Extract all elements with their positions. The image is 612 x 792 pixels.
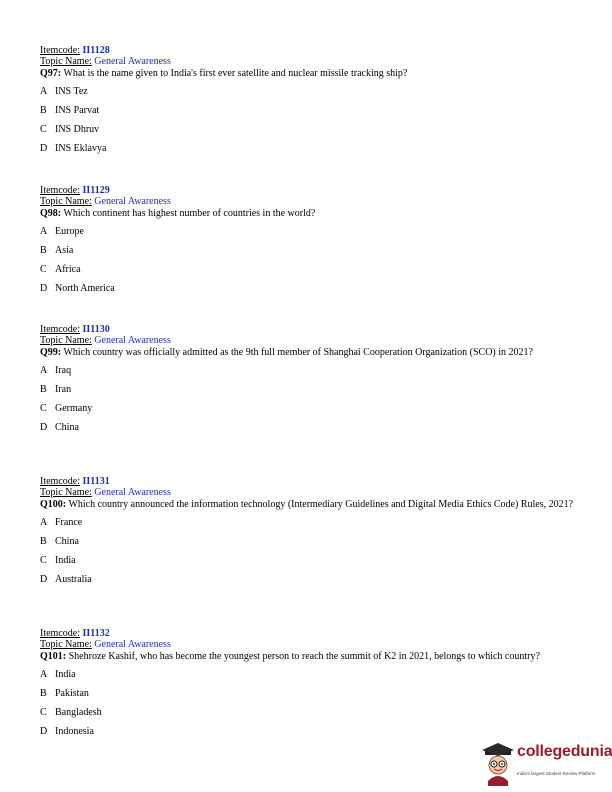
option-text: Iraq xyxy=(55,365,72,376)
logo-wordmark: collegedunia xyxy=(517,743,612,760)
option-text: India xyxy=(55,555,76,566)
itemcode-line xyxy=(40,324,585,335)
option-c[interactable] xyxy=(40,551,585,570)
topic-line xyxy=(40,639,585,650)
topic-value: General Awareness xyxy=(94,487,171,498)
options-list xyxy=(40,361,585,437)
topic-line xyxy=(40,56,585,67)
option-letter: D xyxy=(40,422,48,433)
question-number: Q99: xyxy=(40,347,62,358)
question-block-97 xyxy=(40,45,585,158)
question-block-100 xyxy=(40,476,585,589)
itemcode-label: Itemcode: xyxy=(40,476,80,487)
topic-line xyxy=(40,335,585,346)
options-list xyxy=(40,665,585,741)
itemcode-value: II1129 xyxy=(82,185,110,196)
question-body: Which country was officially admitted as the 9th full member of Shanghai Cooperation Organization (SCO) in 2021? xyxy=(63,347,533,358)
itemcode-value: II1128 xyxy=(82,45,110,56)
topic-label: Topic Name: xyxy=(40,56,92,67)
option-a[interactable] xyxy=(40,82,585,101)
question-text xyxy=(40,347,585,358)
itemcode-line xyxy=(40,185,585,196)
logo-tagline: India's largest Student Review Platform xyxy=(517,771,596,776)
mascot-icon xyxy=(481,741,517,786)
topic-label: Topic Name: xyxy=(40,335,92,346)
option-text: Germany xyxy=(55,403,93,414)
option-letter: D xyxy=(40,283,48,294)
option-text: India xyxy=(55,669,76,680)
itemcode-value: II1131 xyxy=(82,476,110,487)
option-letter: C xyxy=(40,124,47,135)
question-text xyxy=(40,208,585,219)
option-letter: B xyxy=(40,105,47,116)
option-text: France xyxy=(55,517,83,528)
option-text: INS Eklavya xyxy=(55,143,107,154)
option-text: Indonesia xyxy=(55,726,94,737)
option-c[interactable] xyxy=(40,399,585,418)
option-letter: B xyxy=(40,245,47,256)
topic-line xyxy=(40,196,585,207)
topic-label: Topic Name: xyxy=(40,639,92,650)
option-letter: D xyxy=(40,574,48,585)
itemcode-line xyxy=(40,45,585,56)
itemcode-label: Itemcode: xyxy=(40,185,80,196)
option-b[interactable] xyxy=(40,241,585,260)
option-letter: C xyxy=(40,555,47,566)
option-a[interactable] xyxy=(40,665,585,684)
option-letter: A xyxy=(40,517,48,528)
option-text: Australia xyxy=(55,574,92,585)
option-b[interactable] xyxy=(40,101,585,120)
question-block-98 xyxy=(40,185,585,298)
option-letter: D xyxy=(40,143,48,154)
option-b[interactable] xyxy=(40,380,585,399)
option-b[interactable] xyxy=(40,684,585,703)
option-letter: D xyxy=(40,726,48,737)
option-letter: C xyxy=(40,264,47,275)
option-text: INS Tez xyxy=(55,86,88,97)
option-letter: B xyxy=(40,384,47,395)
question-body: What is the name given to India's first ever satellite and nuclear missile tracking ship? xyxy=(63,68,408,79)
topic-label: Topic Name: xyxy=(40,487,92,498)
topic-value: General Awareness xyxy=(94,196,171,207)
question-text xyxy=(40,651,585,662)
option-text: Africa xyxy=(55,264,81,275)
itemcode-label: Itemcode: xyxy=(40,45,80,56)
option-text: Pakistan xyxy=(55,688,89,699)
topic-label: Topic Name: xyxy=(40,196,92,207)
option-letter: B xyxy=(40,688,47,699)
option-text: Bangladesh xyxy=(55,707,102,718)
collegedunia-logo xyxy=(481,741,612,786)
topic-line xyxy=(40,487,585,498)
question-number: Q98: xyxy=(40,208,62,219)
question-text xyxy=(40,499,585,510)
option-letter: C xyxy=(40,707,47,718)
option-a[interactable] xyxy=(40,361,585,380)
question-number: Q97: xyxy=(40,68,62,79)
question-number: Q100: xyxy=(40,499,67,510)
options-list xyxy=(40,513,585,589)
question-body: Which continent has highest number of countries in the world? xyxy=(63,208,316,219)
itemcode-value: II1130 xyxy=(82,324,110,335)
option-a[interactable] xyxy=(40,513,585,532)
option-letter: B xyxy=(40,536,47,547)
option-d[interactable] xyxy=(40,279,585,298)
option-b[interactable] xyxy=(40,532,585,551)
question-body: Shehroze Kashif, who has become the youngest person to reach the summit of K2 in 2021, belongs to which country? xyxy=(68,651,540,662)
options-list xyxy=(40,222,585,298)
question-text xyxy=(40,68,585,79)
option-d[interactable] xyxy=(40,570,585,589)
option-a[interactable] xyxy=(40,222,585,241)
option-text: Iran xyxy=(55,384,72,395)
option-text: Asia xyxy=(55,245,74,256)
question-number: Q101: xyxy=(40,651,67,662)
question-block-101 xyxy=(40,628,585,741)
option-letter: A xyxy=(40,669,48,680)
option-text: INS Dhruv xyxy=(55,124,100,135)
option-c[interactable] xyxy=(40,120,585,139)
itemcode-label: Itemcode: xyxy=(40,324,80,335)
options-list xyxy=(40,82,585,158)
option-text: China xyxy=(55,422,79,433)
option-d[interactable] xyxy=(40,722,585,741)
option-letter: A xyxy=(40,86,48,97)
option-text: Europe xyxy=(55,226,84,237)
itemcode-line xyxy=(40,628,585,639)
question-block-99 xyxy=(40,324,585,437)
itemcode-line xyxy=(40,476,585,487)
itemcode-label: Itemcode: xyxy=(40,628,80,639)
option-text: North America xyxy=(55,283,115,294)
option-c[interactable] xyxy=(40,703,585,722)
topic-value: General Awareness xyxy=(94,639,171,650)
option-letter: C xyxy=(40,403,47,414)
option-letter: A xyxy=(40,226,48,237)
topic-value: General Awareness xyxy=(94,56,171,67)
option-text: INS Parvat xyxy=(55,105,100,116)
option-d[interactable] xyxy=(40,418,585,437)
option-c[interactable] xyxy=(40,260,585,279)
topic-value: General Awareness xyxy=(94,335,171,346)
itemcode-value: II1132 xyxy=(82,628,110,639)
option-d[interactable] xyxy=(40,139,585,158)
question-body: Which country announced the information technology (Intermediary Guidelines and Digital Media Ethics Code) Rules, 2021? xyxy=(68,499,574,510)
option-letter: A xyxy=(40,365,48,376)
option-text: China xyxy=(55,536,79,547)
